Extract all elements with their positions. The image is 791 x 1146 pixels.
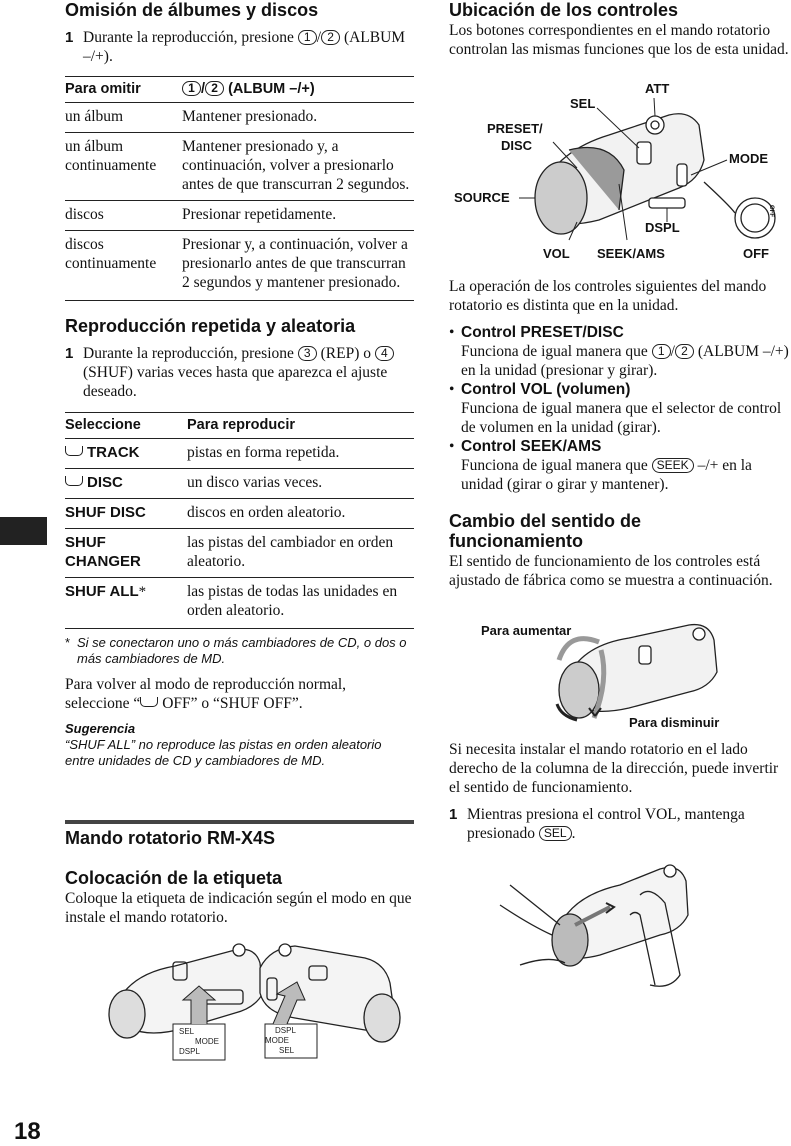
cell: discos — [65, 201, 182, 231]
bullet-text: Funciona de igual manera que 1 / 2 (ALBUM –/+) en la unidad (presionar y girar). — [461, 343, 789, 379]
bullet-text: Funciona de igual manera que el selector de control de volumen en la unidad (girar). — [461, 400, 782, 436]
option-label: TRACK — [87, 444, 140, 461]
table-header — [182, 77, 414, 103]
step-number: 1 — [449, 806, 458, 823]
text: Para volver al modo de reproducción normal, seleccione “ — [65, 676, 347, 712]
seek-key: SEEK — [652, 458, 694, 473]
text: Funciona de igual manera que — [461, 343, 648, 360]
left-column — [65, 0, 414, 769]
or-text: o — [363, 345, 372, 362]
repeat-icon — [65, 446, 83, 456]
cell: un álbum — [65, 103, 182, 133]
bullet-title: Control SEEK/AMS — [461, 438, 602, 455]
direction-text: El sentido de funcionamiento de los controles está ajustado de fábrica como se muestra a continuación. — [449, 553, 773, 589]
step-text: . — [571, 825, 576, 842]
section-rule — [65, 820, 414, 824]
heading-line: Cambio del sentido de — [449, 511, 642, 531]
label-text-line: MODE — [265, 1036, 289, 1045]
callout-att: ATT — [645, 81, 670, 96]
table-row — [65, 529, 414, 578]
decrease-label: Para disminuir — [629, 715, 720, 730]
page-number: 18 — [14, 1118, 41, 1145]
table-row — [65, 439, 414, 469]
controls-intro: La operación de los controles siguientes del mando rotatorio es distinta que en la unidad. — [449, 278, 767, 314]
omission-table — [65, 76, 414, 301]
table-header: Para reproducir — [187, 413, 414, 439]
callout-source: SOURCE — [454, 190, 510, 205]
cell: discos continuamente — [65, 231, 182, 301]
cell — [65, 578, 187, 629]
right-column-middle — [449, 277, 791, 590]
callout-vol: VOL — [543, 246, 570, 261]
key-1: 1 — [298, 30, 317, 45]
bullet-title: Control PRESET/DISC — [461, 324, 624, 341]
callout-disc: DISC — [501, 138, 533, 153]
bullet-title: Control VOL (volumen) — [461, 381, 631, 398]
header-suffix: (ALBUM –/+) — [228, 81, 315, 97]
omission-step — [65, 28, 414, 66]
label-text-line: DSPL — [179, 1047, 200, 1056]
bullet-vol — [449, 380, 791, 437]
step-text: (ALBUM –/+). — [83, 29, 406, 65]
cell: Mantener presionado. — [182, 103, 414, 133]
controls-diagram — [449, 80, 791, 270]
reverse-text: Si necesita instalar el mando rotatorio en el lado derecho de la columna de la dirección, puede invertir el sentido de funcionamiento. — [449, 741, 779, 796]
text: OFF” o “SHUF OFF”. — [158, 695, 303, 712]
key-1: 1 — [182, 81, 201, 96]
repeat-heading: Reproducción repetida y aleatoria — [65, 316, 356, 336]
increase-label: Para aumentar — [481, 623, 572, 638]
callout-mode: MODE — [729, 151, 768, 166]
bullet-preset — [449, 323, 791, 380]
cell: Presionar repetidamente. — [182, 201, 414, 231]
option-label: SHUF ALL — [65, 583, 139, 600]
step-text: Mientras presiona el control VOL, mantenga presionado — [467, 806, 745, 842]
footnote-mark: * — [65, 635, 71, 650]
reverse-step — [449, 805, 791, 843]
cell — [65, 469, 187, 499]
key-2: 2 — [321, 30, 340, 45]
label-text-line: SEL — [279, 1046, 295, 1055]
table-row — [65, 231, 414, 301]
callout-seek: SEEK/AMS — [597, 246, 665, 261]
callout-dspl: DSPL — [645, 220, 680, 235]
table-row — [65, 201, 414, 231]
step-number: 1 — [65, 29, 74, 46]
text: –/+ en la unidad (girar o girar y mantener). — [461, 457, 752, 493]
label-text-line: SEL — [179, 1027, 195, 1036]
repeat-step — [65, 344, 414, 401]
step-text: Durante la reproducción, presione — [83, 29, 294, 46]
table-row — [65, 133, 414, 201]
cell: un álbum continuamente — [65, 133, 182, 201]
footnote-text: Si se conectaron uno o más cambiadores de CD, o dos o más cambiadores de MD. — [77, 635, 407, 666]
cell: pistas en forma repetida. — [187, 439, 414, 469]
heading-line: funcionamiento — [449, 531, 583, 551]
key-2: 2 — [675, 344, 694, 359]
table-row — [65, 578, 414, 629]
remote-heading: Mando rotatorio RM-X4S — [65, 828, 275, 848]
callout-preset: PRESET/ — [487, 121, 543, 136]
tip-text: “SHUF ALL” no reproduce las pistas en orden aleatorio entre unidades de CD y cambiadores de MD. — [65, 737, 382, 768]
bullet-seek — [449, 437, 791, 494]
key-separator: / — [201, 81, 206, 97]
footnote — [65, 635, 414, 667]
return-text — [65, 675, 414, 713]
label-text: Coloque la etiqueta de indicación según el modo en que instale el mando rotatorio. — [65, 890, 412, 926]
label-text-line: MODE — [195, 1037, 219, 1046]
rep-label: (REP) — [320, 345, 360, 362]
omission-heading: Omisión de álbumes y discos — [65, 0, 319, 20]
off-switch-label: OFF — [768, 205, 774, 217]
table-row — [65, 499, 414, 529]
cell: SHUF CHANGER — [65, 529, 187, 578]
cell: las pistas de todas las unidades en orden aleatorio. — [187, 578, 414, 629]
key-3: 3 — [298, 346, 317, 361]
location-heading: Ubicación de los controles — [449, 0, 679, 20]
text: Funciona de igual manera que — [461, 457, 648, 474]
hand-illustration — [490, 855, 710, 995]
tip-label: Sugerencia — [65, 721, 136, 736]
bullet-dot: • — [449, 324, 455, 341]
cell: un disco varias veces. — [187, 469, 414, 499]
cell: discos en orden aleatorio. — [187, 499, 414, 529]
step-text: (SHUF) varias veces hasta que aparezca el ajuste deseado. — [83, 364, 388, 400]
rotary-commander-drawing — [449, 80, 791, 270]
step-text: Durante la reproducción, presione — [83, 345, 294, 362]
table-header: Para omitir — [65, 77, 182, 103]
label-text-line: DSPL — [275, 1026, 296, 1035]
right-column — [449, 0, 791, 59]
key-2: 2 — [205, 81, 224, 96]
text: (ALBUM –/+) en la unidad (presionar y girar). — [461, 343, 789, 379]
location-text: Los botones correspondientes en el mando rotatorio controlan las mismas funciones que los de esta unidad. — [449, 22, 789, 58]
option-label: DISC — [87, 474, 123, 491]
cell — [65, 439, 187, 469]
step-number: 1 — [65, 345, 74, 362]
bullet-dot: • — [449, 381, 455, 398]
sel-key: SEL — [539, 826, 572, 841]
cell: Presionar y, a continuación, volver a presionarlo antes de que transcurran 2 segundos y mantener presionado. — [182, 231, 414, 301]
direction-diagram — [449, 620, 791, 738]
callout-off: OFF — [743, 246, 769, 261]
bullet-dot: • — [449, 438, 455, 455]
table-row — [65, 103, 414, 133]
cell: las pistas del cambiador en orden aleatorio. — [187, 529, 414, 578]
label-heading: Colocación de la etiqueta — [65, 868, 283, 888]
cell: Mantener presionado y, a continuación, volver a presionarlo antes de que transcurran 2 segundos. — [182, 133, 414, 201]
table-header: Seleccione — [65, 413, 187, 439]
repeat-icon — [140, 697, 158, 707]
asterisk: * — [138, 584, 147, 600]
repeat-icon — [65, 476, 83, 486]
label-illustration — [95, 938, 415, 1063]
key-4: 4 — [375, 346, 394, 361]
table-row — [65, 469, 414, 499]
direction-heading — [449, 511, 791, 551]
tip — [65, 721, 414, 769]
key-1: 1 — [652, 344, 671, 359]
bullet-text — [461, 456, 791, 494]
callout-sel: SEL — [570, 96, 596, 111]
key-separator: / — [316, 29, 322, 46]
right-column-lower — [449, 740, 791, 843]
repeat-table — [65, 412, 414, 629]
remote-section — [65, 828, 414, 927]
page-tab-marker — [0, 517, 47, 545]
cell: SHUF DISC — [65, 499, 187, 529]
